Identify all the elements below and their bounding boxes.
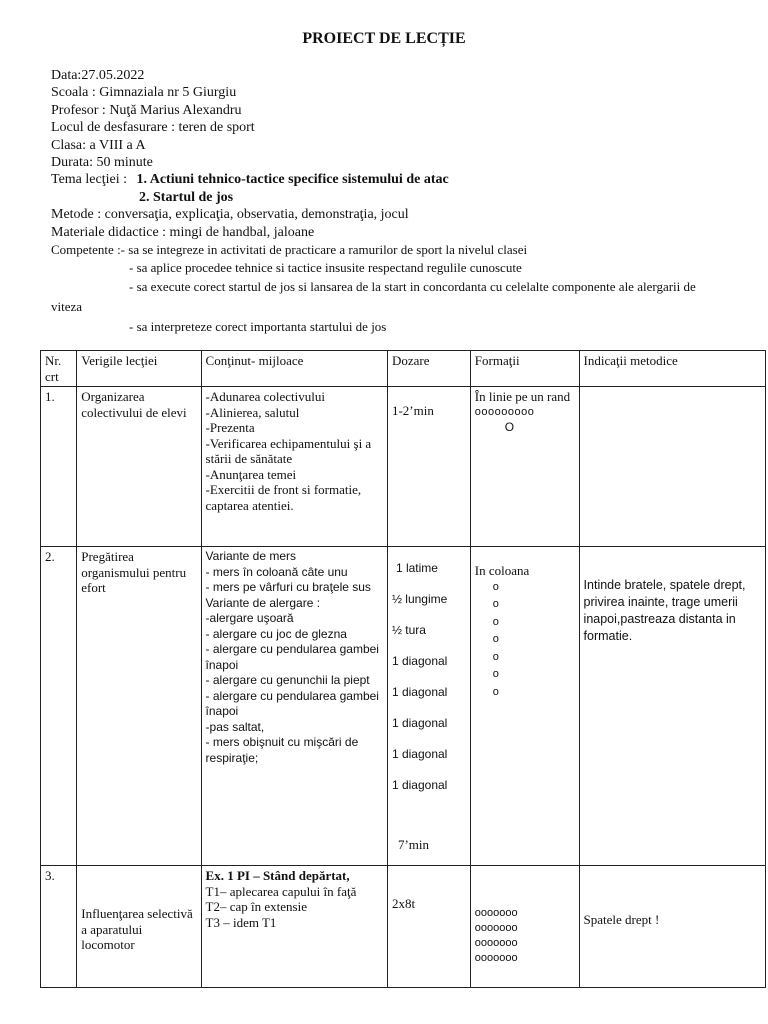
- header-indicatii: Indicaţii metodice: [579, 351, 765, 387]
- header-nr: Nr. crt: [41, 351, 77, 387]
- table-row: [41, 866, 766, 988]
- class-line: Clasa: a VIII a A: [51, 137, 146, 153]
- table-row: [41, 547, 766, 866]
- formation-dot: o: [492, 598, 499, 610]
- formation-row: ooooooo: [474, 922, 518, 934]
- row2-indicatii: Intinde bratele, spatele drept, privirea inainte, trage umerii inapoi,pastreaza distanta in formatie.: [579, 547, 765, 866]
- lesson-header: [51, 67, 751, 336]
- list-item: -alergare uşoară: [205, 611, 294, 625]
- formation-dot: o: [492, 668, 499, 680]
- theme-1: 1. Actiuni tehnico-tactice specifice sistemului de atac: [136, 172, 449, 188]
- theme-2: 2. Startul de jos: [139, 189, 234, 205]
- methods-line: Metode : conversaţia, explicaţia, observatia, demonstraţia, jocul: [51, 207, 409, 223]
- row1-formatii: [470, 387, 579, 547]
- dose-item: ½ lungime: [391, 592, 448, 606]
- table-header-row: [41, 351, 766, 387]
- list-item: T3 – idem T1: [205, 914, 277, 930]
- dose-total: 7’min: [397, 837, 430, 852]
- row1-dozare: 1-2’min: [387, 387, 470, 547]
- theme-label: Tema lecţiei :: [51, 172, 127, 188]
- formation-text: În linie pe un rand: [474, 389, 571, 404]
- header-formatii: Formaţii: [470, 351, 579, 387]
- row3-indicatii: Spatele drept !: [579, 866, 765, 988]
- dose-item: 1 diagonal: [391, 778, 448, 792]
- row1-nr: 1.: [41, 387, 77, 547]
- dose-item: 1 diagonal: [391, 716, 448, 730]
- competence-2: - sa aplice procedee tehnice si tactice insusite respectand regulile cunoscute: [129, 259, 522, 275]
- list-item: T1– aplecarea capului în faţă: [205, 883, 357, 899]
- row3-dozare: 2x8t: [387, 866, 470, 988]
- competence-3: - sa execute corect startul de jos si lansarea de la start in concordanta cu celelalte componente ale alergarii de: [129, 279, 696, 295]
- duration-line: Durata: 50 minute: [51, 155, 153, 171]
- list-item: - alergare cu pendularea gambei înapoi: [205, 688, 379, 718]
- location-line: Locul de desfasurare : teren de sport: [51, 120, 255, 136]
- competence-3-cont: viteza: [51, 298, 83, 314]
- theme-line: [51, 171, 751, 188]
- school-line: Scoala : Gimnaziala nr 5 Giurgiu: [51, 85, 237, 101]
- list-item: -Prezenta: [205, 420, 255, 435]
- list-item: - alergare cu joc de glezna: [205, 626, 347, 641]
- dose-item: 1 diagonal: [391, 654, 448, 668]
- teacher-line: Profesor : Nuţă Marius Alexandru: [51, 102, 242, 118]
- competence-1: Competente :- sa se integreze in activitati de practicare a ramurilor de sport la nivelul clasei: [51, 242, 528, 258]
- row1-continut: [201, 387, 387, 547]
- table-row: [41, 387, 766, 547]
- dose-item: 1 diagonal: [391, 685, 448, 699]
- row3-continut: [201, 866, 387, 988]
- list-item: -pas saltat,: [205, 719, 265, 734]
- row2-formatii: [470, 547, 579, 866]
- formation-leader: O: [504, 420, 515, 434]
- page-title: PROIECT DE LECȚIE: [302, 30, 466, 47]
- exercise-title: Ex. 1 PI – Stând depărtat,: [205, 868, 350, 883]
- row3-veriga: Influenţarea selectivă a aparatului locomotor: [77, 866, 201, 988]
- formation-row: ooooooo: [474, 907, 518, 919]
- formation-dot: o: [492, 650, 499, 663]
- competence-4: - sa interpreteze corect importanta startului de jos: [129, 319, 387, 335]
- dose-item: ½ tura: [391, 623, 426, 637]
- list-item: - mers în coloană câte unu: [205, 564, 348, 579]
- formation-dot: o: [492, 580, 499, 593]
- list-item: - alergare cu genunchii la piept: [205, 673, 370, 687]
- list-item: - mers pe vârfuri cu braţele sus: [205, 580, 371, 594]
- formation-line: ooooooooo: [474, 405, 535, 418]
- lesson-table: [40, 350, 766, 988]
- dose-item: 1 latime: [395, 561, 438, 575]
- row2-continut: [201, 547, 387, 866]
- header-continut: Conţinut- mijloace: [201, 351, 387, 387]
- list-item: -Anunţarea temei: [205, 466, 297, 482]
- row1-veriga: Organizarea colectivului de elevi: [77, 387, 201, 547]
- formation-dot: o: [492, 633, 499, 645]
- header-verigile: Verigile lecţiei: [77, 351, 201, 387]
- list-item: - mers obişnuit cu mişcări de respiraţie;: [205, 735, 359, 765]
- list-item: Variante de mers: [205, 549, 297, 563]
- formation-row: ooooooo: [474, 937, 518, 949]
- formation-text: In coloana: [474, 563, 530, 578]
- list-item: Variante de alergare :: [205, 595, 321, 610]
- row2-nr: 2.: [41, 547, 77, 866]
- list-item: - alergare cu pendularea gambei înapoi: [205, 642, 379, 672]
- formation-row: ooooooo: [474, 952, 518, 964]
- formation-dot: o: [492, 615, 499, 628]
- dose-item: 1 diagonal: [391, 747, 448, 761]
- header-dozare: Dozare: [387, 351, 470, 387]
- list-item: -Exercitii de front si formatie, captarea atentiei.: [205, 482, 362, 513]
- list-item: -Adunarea colectivului: [205, 389, 326, 404]
- row3-nr: 3.: [41, 866, 77, 988]
- row2-dozare: [387, 547, 470, 866]
- formation-dot: o: [492, 685, 499, 698]
- date-line: Data:27.05.2022: [51, 68, 145, 83]
- row3-formatii: [470, 866, 579, 988]
- list-item: T2– cap în extensie: [205, 899, 307, 914]
- row2-veriga: Pregătirea organismului pentru efort: [77, 547, 201, 866]
- list-item: -Alinierea, salutul: [205, 404, 300, 420]
- row1-indicatii: [579, 387, 765, 547]
- materials-line: Materiale didactice : mingi de handbal, jaloane: [51, 224, 315, 240]
- list-item: -Verificarea echipamentului şi a stării de sănătate: [205, 435, 372, 466]
